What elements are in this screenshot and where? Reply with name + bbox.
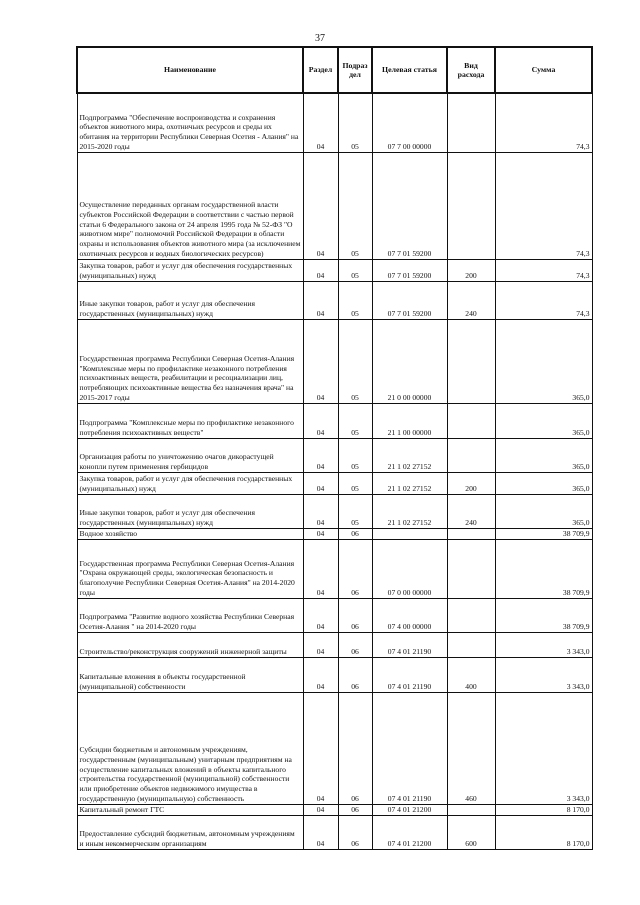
table-header-row xyxy=(77,47,592,93)
row-target: 21 0 00 00000 xyxy=(372,319,447,403)
row-name: Государственная программа Республики Северная Осетия-Алания "Комплексные меры по профилактике незаконного потребления психоактивных веществ, реабилитации и ресоциализации лиц, потребляющих психоактивные вещества без назначения врача" на 2015-2017 годы xyxy=(77,319,303,403)
row-subsection: 05 xyxy=(338,494,372,528)
row-subsection: 05 xyxy=(338,152,372,259)
row-name: Государственная программа Республики Северная Осетия-Алания "Охрана окружающей среды, экологическая безопасность и благополучие Республики Северная Осетия-Алания" на 2014-2020 годы xyxy=(77,539,303,598)
row-name: Закупка товаров, работ и услуг для обеспечения государственных (муниципальных) нужд xyxy=(77,259,303,281)
table-row xyxy=(77,438,592,472)
row-expense-type xyxy=(447,804,495,815)
table-row xyxy=(77,281,592,319)
table-row xyxy=(77,319,592,403)
page-number: 37 xyxy=(315,33,325,44)
row-subsection: 06 xyxy=(338,528,372,539)
row-name: Строительство/реконструкция сооружений инженерной защиты xyxy=(77,632,303,657)
table-row xyxy=(77,93,592,152)
row-amount: 74,3 xyxy=(495,259,592,281)
row-target: 07 4 00 00000 xyxy=(372,598,447,632)
row-section: 04 xyxy=(303,259,338,281)
row-subsection: 06 xyxy=(338,815,372,849)
row-name: Капитальные вложения в объекты государственной (муниципальной) собственности xyxy=(77,657,303,692)
table-row xyxy=(77,657,592,692)
row-target: 07 4 01 21190 xyxy=(372,657,447,692)
row-subsection: 06 xyxy=(338,598,372,632)
table-row xyxy=(77,598,592,632)
row-target xyxy=(372,528,447,539)
row-amount: 3 343,0 xyxy=(495,657,592,692)
row-section: 04 xyxy=(303,804,338,815)
row-name: Капитальный ремонт ГТС xyxy=(77,804,303,815)
row-subsection: 06 xyxy=(338,804,372,815)
row-target: 07 4 01 21200 xyxy=(372,815,447,849)
row-section: 04 xyxy=(303,494,338,528)
row-amount: 3 343,0 xyxy=(495,692,592,804)
row-name: Закупка товаров, работ и услуг для обеспечения государственных (муниципальных) нужд xyxy=(77,472,303,494)
row-section: 04 xyxy=(303,815,338,849)
table-row xyxy=(77,403,592,438)
row-subsection: 06 xyxy=(338,539,372,598)
row-name: Иные закупки товаров, работ и услуг для обеспечения государственных (муниципальных) нужд xyxy=(77,494,303,528)
row-expense-type: 240 xyxy=(447,494,495,528)
row-subsection: 05 xyxy=(338,403,372,438)
row-target: 07 7 01 59200 xyxy=(372,281,447,319)
header-subsection: Подраз дел xyxy=(338,47,372,93)
row-name: Подпрограмма "Комплексные меры по профилактике незаконного потребления психоактивных веществ" xyxy=(77,403,303,438)
row-amount: 74,3 xyxy=(495,152,592,259)
table-row xyxy=(77,152,592,259)
row-target: 21 1 00 00000 xyxy=(372,403,447,438)
row-amount: 38 709,9 xyxy=(495,528,592,539)
row-expense-type xyxy=(447,598,495,632)
row-section: 04 xyxy=(303,281,338,319)
row-name: Подпрограмма "Развитие водного хозяйства Республики Северная Осетия-Алания " на 2014-2020 годы xyxy=(77,598,303,632)
row-section: 04 xyxy=(303,528,338,539)
row-name: Иные закупки товаров, работ и услуг для обеспечения государственных (муниципальных) нужд xyxy=(77,281,303,319)
table-row xyxy=(77,632,592,657)
row-amount: 38 709,9 xyxy=(495,598,592,632)
row-expense-type: 600 xyxy=(447,815,495,849)
table-row xyxy=(77,472,592,494)
row-subsection: 05 xyxy=(338,93,372,152)
row-target: 07 7 00 00000 xyxy=(372,93,447,152)
row-section: 04 xyxy=(303,152,338,259)
row-expense-type: 400 xyxy=(447,657,495,692)
row-name: Осуществление переданных органам государственной власти субъектов Российской Федерации в соответствии с частью первой статьи 6 Федерального закона от 24 апреля 1995 года № 52-ФЗ "О животном мире" полномочий Российской Федерации в области охраны и использования объектов животного мира (за исключением охотничьих ресурсов и водных биологических ресурсов) xyxy=(77,152,303,259)
header-expense-type: Вид расхода xyxy=(447,47,495,93)
row-target: 07 4 01 21200 xyxy=(372,804,447,815)
row-target: 07 0 00 00000 xyxy=(372,539,447,598)
table-row xyxy=(77,528,592,539)
row-expense-type: 240 xyxy=(447,281,495,319)
row-target: 07 4 01 21190 xyxy=(372,692,447,804)
row-amount: 3 343,0 xyxy=(495,632,592,657)
row-expense-type xyxy=(447,152,495,259)
row-target: 07 4 01 21190 xyxy=(372,632,447,657)
row-expense-type: 460 xyxy=(447,692,495,804)
row-section: 04 xyxy=(303,632,338,657)
row-target: 21 1 02 27152 xyxy=(372,438,447,472)
row-section: 04 xyxy=(303,657,338,692)
row-subsection: 05 xyxy=(338,472,372,494)
row-amount: 74,3 xyxy=(495,281,592,319)
row-subsection: 05 xyxy=(338,319,372,403)
row-target: 21 1 02 27152 xyxy=(372,494,447,528)
row-name: Субсидии бюджетным и автономным учреждениям, государственным (муниципальным) унитарным предприятиям на осуществление капитальных вложений в объекты капитального строительства государственной (муниципальной) собственности или приобретение объектов недвижимого имущества в государственную (муниципальную) собственность xyxy=(77,692,303,804)
header-section: Раздел xyxy=(303,47,338,93)
row-section: 04 xyxy=(303,598,338,632)
row-target: 07 7 01 59200 xyxy=(372,152,447,259)
table-row xyxy=(77,692,592,804)
header-amount: Сумма xyxy=(495,47,592,93)
budget-table xyxy=(76,46,593,850)
header-name: Наименование xyxy=(77,47,303,93)
row-subsection: 05 xyxy=(338,281,372,319)
row-section: 04 xyxy=(303,472,338,494)
row-expense-type xyxy=(447,539,495,598)
row-amount: 365,0 xyxy=(495,472,592,494)
row-section: 04 xyxy=(303,438,338,472)
row-name: Подпрограмма "Обеспечение воспроизводства и сохранения объектов животного мира, охотничьих ресурсов и среды их обитания на территории Республики Северная Осетия - Алания" на 2015-2020 годы xyxy=(77,93,303,152)
row-expense-type: 200 xyxy=(447,472,495,494)
row-target: 07 7 01 59200 xyxy=(372,259,447,281)
table-row xyxy=(77,539,592,598)
row-section: 04 xyxy=(303,93,338,152)
header-target: Целевая статья xyxy=(372,47,447,93)
row-section: 04 xyxy=(303,539,338,598)
table-row xyxy=(77,259,592,281)
row-section: 04 xyxy=(303,319,338,403)
row-expense-type xyxy=(447,93,495,152)
row-subsection: 05 xyxy=(338,438,372,472)
row-subsection: 06 xyxy=(338,692,372,804)
row-amount: 365,0 xyxy=(495,319,592,403)
table-row xyxy=(77,494,592,528)
row-subsection: 06 xyxy=(338,632,372,657)
row-section: 04 xyxy=(303,692,338,804)
row-subsection: 05 xyxy=(338,259,372,281)
row-target: 21 1 02 27152 xyxy=(372,472,447,494)
row-name: Предоставление субсидий бюджетным, автономным учреждениям и иным некоммерческим организациям xyxy=(77,815,303,849)
row-expense-type xyxy=(447,632,495,657)
row-name: Водное хозяйство xyxy=(77,528,303,539)
table-row xyxy=(77,815,592,849)
row-amount: 38 709,9 xyxy=(495,539,592,598)
row-expense-type: 200 xyxy=(447,259,495,281)
row-expense-type xyxy=(447,528,495,539)
row-amount: 74,3 xyxy=(495,93,592,152)
row-subsection: 06 xyxy=(338,657,372,692)
row-amount: 8 170,0 xyxy=(495,815,592,849)
row-amount: 8 170,0 xyxy=(495,804,592,815)
row-expense-type xyxy=(447,403,495,438)
row-section: 04 xyxy=(303,403,338,438)
row-name: Организация работы по уничтожению очагов дикорастущей конопли путем применения гербицидов xyxy=(77,438,303,472)
row-expense-type xyxy=(447,438,495,472)
row-expense-type xyxy=(447,319,495,403)
table-row xyxy=(77,804,592,815)
row-amount: 365,0 xyxy=(495,403,592,438)
row-amount: 365,0 xyxy=(495,494,592,528)
row-amount: 365,0 xyxy=(495,438,592,472)
